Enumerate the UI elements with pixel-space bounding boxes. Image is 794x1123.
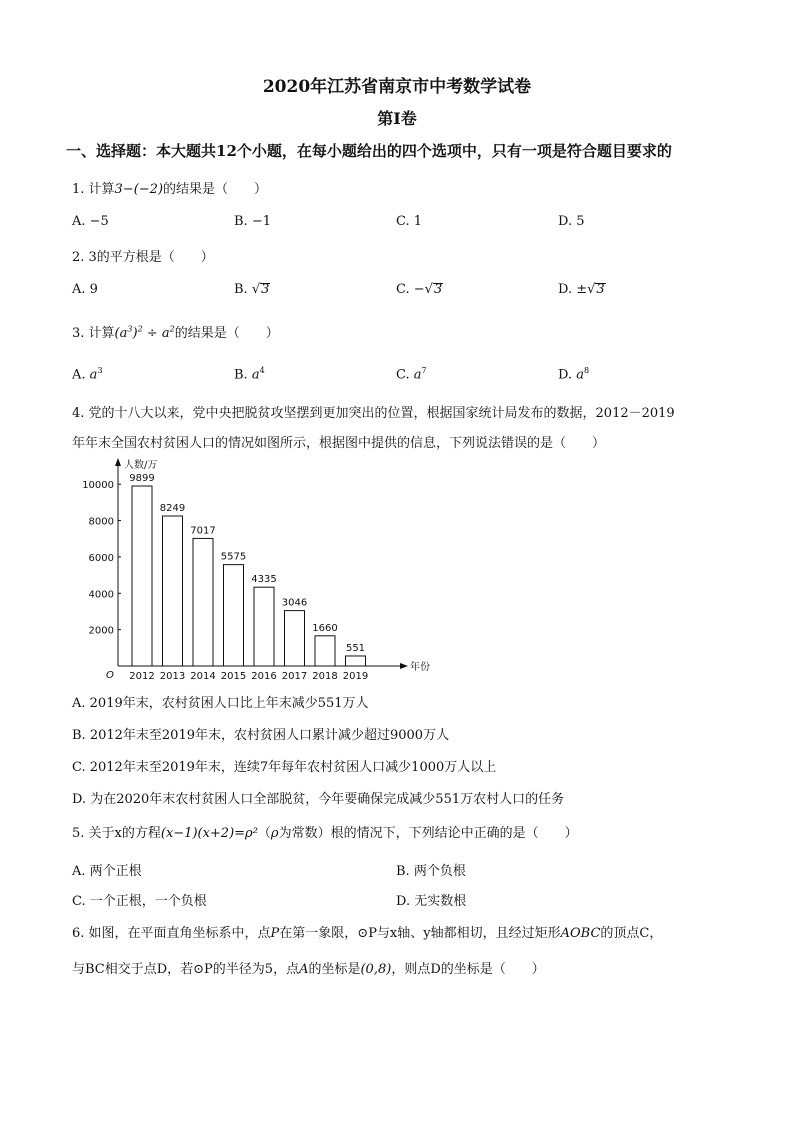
y-axis-label: 人数/万 xyxy=(124,460,158,471)
question-5: 5. 关于x的方程(x−1)(x+2)=ρ²（ρ为常数）根的情况下，下列结论中正确的是（ ） xyxy=(72,826,578,841)
bar-value-label: 1660 xyxy=(312,622,338,634)
bar xyxy=(346,656,366,666)
bar xyxy=(254,587,274,666)
q5-option-c: C. 一个正根，一个负根 xyxy=(72,894,207,909)
q2-option-c: C. −√3 xyxy=(396,282,443,297)
y-tick-label: 4000 xyxy=(88,589,114,601)
q3-option-c: C. $a^7$ xyxy=(396,366,427,383)
bar-value-label: 7017 xyxy=(190,525,216,537)
y-axis-arrow xyxy=(115,458,121,466)
q5-option-d: D. 无实数根 xyxy=(396,894,467,909)
question-2: 2. 3的平方根是（ ） xyxy=(72,250,214,265)
x-tick-label: 2012 xyxy=(129,671,155,682)
q5-option-a: A. 两个正根 xyxy=(72,864,142,879)
q5-option-b: B. 两个负根 xyxy=(396,864,466,879)
question-1: 1. 计算3−(−2)的结果是（ ） xyxy=(72,182,268,197)
y-tick-label: 6000 xyxy=(88,552,114,564)
page-title: 2020年江苏省南京市中考数学试卷 xyxy=(262,77,532,97)
q1-option-a: A. −5 xyxy=(72,214,109,229)
q3-option-d: D. $a^8$ xyxy=(558,366,590,383)
x-tick-label: 2015 xyxy=(220,671,247,682)
section-heading: 一、选择题：本大题共12个小题，在每小题给出的四个选项中，只有一项是符合题目要求的 xyxy=(66,142,672,160)
q1-option-c: C. 1 xyxy=(396,214,423,229)
y-tick-label: 2000 xyxy=(88,625,114,637)
bar xyxy=(193,538,213,666)
x-tick-label: 2017 xyxy=(281,671,308,682)
y-tick-label: 8000 xyxy=(88,516,114,528)
poverty-bar-chart xyxy=(80,452,440,690)
bar-value-label: 3046 xyxy=(281,597,308,609)
bar xyxy=(132,486,152,666)
q1-expression: 3−(−2) xyxy=(114,182,164,197)
q5-equation: (x−1)(x+2)=ρ² xyxy=(160,826,258,841)
question-3: 3. 计算$(a^3)^2 \div a^2$的结果是（ ） xyxy=(72,324,279,341)
q2-option-b: B. √3 xyxy=(234,282,270,297)
bar xyxy=(315,636,335,666)
q2-option-a: A. 9 xyxy=(72,282,98,297)
bar-value-label: 8249 xyxy=(159,503,186,515)
x-tick-label: 2019 xyxy=(342,671,369,682)
x-tick-label: 2016 xyxy=(251,671,277,682)
bar-value-label: 9899 xyxy=(129,473,155,485)
bar-value-label: 5575 xyxy=(220,551,247,563)
x-tick-label: 2018 xyxy=(312,671,338,682)
bar-value-label: 4335 xyxy=(251,574,277,586)
bar-value-label: 551 xyxy=(345,642,366,654)
q2-option-d: D. ±√3 xyxy=(558,282,605,297)
x-tick-label: 2013 xyxy=(159,671,186,682)
q4-option-b: B. 2012年末至2019年末，农村贫困人口累计减少超过9000万人 xyxy=(72,728,450,743)
question-4-line2: 年年末全国农村贫困人口的情况如图所示，根据图中提供的信息，下列说法错误的是（ ） xyxy=(72,436,606,451)
q1-option-b: B. −1 xyxy=(234,214,271,229)
q4-option-d: D. 为在2020年末农村贫困人口全部脱贫，今年要确保完成减少551万农村人口的任务 xyxy=(72,792,565,807)
q1-option-d: D. 5 xyxy=(558,214,585,229)
bar xyxy=(285,611,305,666)
question-4-line1: 4. 党的十八大以来，党中央把脱贫攻坚摆到更加突出的位置，根据国家统计局发布的数据，2012－2019 xyxy=(72,406,675,421)
y-tick-label: 10000 xyxy=(82,480,114,492)
origin-label: O xyxy=(106,670,114,681)
question-6-line1: 6. 如图，在平面直角坐标系中，点P在第一象限，⊙P与x轴、y轴都相切，且经过矩形AOBC的顶点C， xyxy=(72,926,663,941)
x-tick-label: 2014 xyxy=(190,671,216,682)
q3-option-a: A. $a^3$ xyxy=(72,366,103,383)
bar xyxy=(224,565,244,666)
page-subtitle: 第Ⅰ卷 xyxy=(377,109,417,128)
q3-option-b: B. $a^4$ xyxy=(234,366,265,383)
x-axis-arrow xyxy=(400,663,408,669)
x-axis-label: 年份 xyxy=(410,662,430,673)
bar xyxy=(163,516,183,666)
q4-option-c: C. 2012年末至2019年末，连续7年每年农村贫困人口减少1000万人以上 xyxy=(72,760,497,775)
question-6-line2: 与BC相交于点D，若⊙P的半径为5，点A的坐标是(0,8)，则点D的坐标是（ ） xyxy=(72,962,545,977)
q4-option-a: A. 2019年末，农村贫困人口比上年末减少551万人 xyxy=(72,696,369,711)
